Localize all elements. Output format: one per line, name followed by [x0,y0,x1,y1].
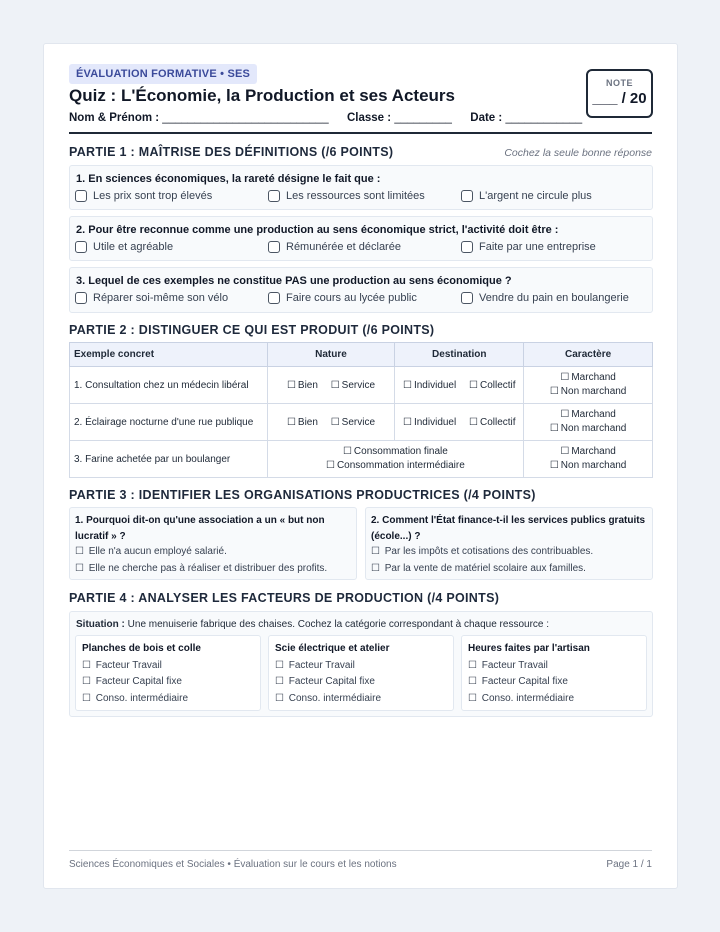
checkbox-icon[interactable]: ☐ [371,546,380,557]
option-label: Facteur Capital fixe [481,676,568,687]
grade-box [586,69,653,118]
option-label: Elle ne cherche pas à réaliser et distribuer des profits. [88,563,328,574]
option-label: Consommation finale [353,446,448,457]
checkbox-option[interactable] [371,563,586,574]
merged-consumption-cell [267,441,524,478]
evaluation-badge: ÉVALUATION FORMATIVE • SES [69,64,257,84]
checkbox-icon[interactable]: ☐ [403,379,412,391]
option-label: Service [341,379,376,391]
checkbox-option[interactable] [75,546,227,557]
option-label: Elle n'a aucun employé salarié. [88,546,227,557]
option-label: Individuel [413,379,457,391]
checkbox-option[interactable] [82,676,182,687]
table-row [70,441,653,478]
checkbox-icon[interactable]: ☐ [275,676,284,687]
checkbox-option[interactable] [371,546,593,557]
option-label: Rémunérée et déclarée [286,241,401,253]
option-label: Marchand [571,372,616,383]
checkbox-option[interactable] [468,660,548,671]
option-label: Facteur Travail [95,660,162,671]
option-2a[interactable] [75,241,173,253]
identity-line [69,112,582,124]
option-1a[interactable] [75,190,212,202]
name-label: Nom & Prénom : [69,112,160,124]
page-number: Page 1 / 1 [606,859,652,870]
checkbox-icon[interactable]: ☐ [75,546,84,557]
checkbox-option[interactable] [468,676,568,687]
checkbox-icon[interactable] [75,241,87,253]
option-label: Non marchand [560,423,627,434]
checkbox-option[interactable] [524,385,652,399]
page-title: Quiz : L'Économie, la Production et ses Acteurs [69,86,455,105]
resource-column [75,635,261,711]
date-field[interactable]: ____________ [505,112,583,124]
checkbox-icon[interactable] [268,292,280,304]
question-text: 2. Comment l'État finance-t-il les services publics gratuits (école...) ? [371,515,646,542]
checkbox-icon[interactable]: ☐ [75,563,84,574]
class-field[interactable]: _________ [394,112,452,124]
option-label: Facteur Capital fixe [288,676,375,687]
checkbox-option[interactable] [268,445,524,459]
checkbox-option[interactable] [524,459,652,473]
production-table [69,342,653,478]
col-header-nature: Nature [267,343,395,367]
table-row [70,404,653,441]
checkbox-icon[interactable]: ☐ [549,423,559,434]
part2-title: PARTIE 2 : DISTINGUER CE QUI EST PRODUIT (/6 POINTS) [69,323,435,337]
checkbox-option[interactable] [331,417,375,428]
checkbox-option[interactable] [275,693,381,704]
option-label: Consommation intermédiaire [336,460,465,471]
checkbox-option[interactable] [524,422,652,436]
col-header-example: Exemple concret [70,343,268,367]
option-3a[interactable] [75,292,228,304]
question-text: 1. Pourquoi dit-on qu'une association a un « but non lucratif » ? [75,515,325,542]
option-label: Individuel [413,416,457,428]
checkbox-option[interactable] [524,445,652,459]
checkbox-icon[interactable]: ☐ [330,379,340,391]
option-label: Les prix sont trop élevés [93,190,213,202]
option-label: Conso. intermédiaire [95,693,189,704]
option-label: Réparer soi-même son vélo [93,292,229,304]
checkbox-option[interactable] [331,380,375,391]
example-cell: 2. Éclairage nocturne d'une rue publique [70,404,268,441]
part1-title: PARTIE 1 : MAÎTRISE DES DÉFINITIONS (/6 POINTS) [69,145,394,159]
option-label: Bien [297,416,318,428]
part4-title: PARTIE 4 : ANALYSER LES FACTEURS DE PRODUCTION (/4 POINTS) [69,591,500,605]
checkbox-option[interactable] [82,660,162,671]
example-cell: 3. Farine achetée par un boulanger [70,441,268,478]
part1-question-2 [69,216,653,261]
checkbox-icon[interactable] [75,292,87,304]
caractere-cell [524,441,653,478]
option-label: Facteur Travail [481,660,548,671]
checkbox-icon[interactable]: ☐ [560,372,570,383]
part3-question-2 [365,507,653,580]
checkbox-icon[interactable]: ☐ [342,446,352,457]
header-divider [69,132,652,134]
option-label: Par les impôts et cotisations des contribuables. [384,546,594,557]
checkbox-icon[interactable]: ☐ [469,379,478,391]
grade-label: NOTE [605,78,633,88]
resource-column [268,635,454,711]
grade-value[interactable]: ___ / 20 [592,90,647,107]
checkbox-option[interactable] [524,408,652,422]
option-label: Collectif [479,379,516,391]
checkbox-option[interactable] [275,676,375,687]
checkbox-icon[interactable]: ☐ [82,693,91,704]
question-text: 2. Pour être reconnue comme une production au sens économique strict, l'activité doit être : [76,224,559,236]
option-label: Conso. intermédiaire [481,693,575,704]
resource-title: Scie électrique et atelier [275,643,390,654]
option-label: Vendre du pain en boulangerie [479,292,629,304]
option-label: Non marchand [560,460,627,471]
checkbox-icon[interactable]: ☐ [82,660,91,671]
nature-cell [267,404,395,441]
part4-box [69,611,653,717]
nature-cell [267,367,395,404]
name-field[interactable]: __________________________ [162,112,329,124]
part1-question-3 [69,267,653,313]
table-row [70,367,653,404]
option-label: Utile et agréable [93,241,174,253]
checkbox-icon[interactable] [461,190,473,202]
checkbox-icon[interactable]: ☐ [286,416,296,428]
option-label: Marchand [571,446,616,457]
checkbox-option[interactable] [287,417,318,428]
example-cell: 1. Consultation chez un médecin libéral [70,367,268,404]
part1-question-1 [69,165,653,210]
checkbox-icon[interactable] [75,190,87,202]
question-text: 1. En sciences économiques, la rareté désigne le fait que : [76,173,381,185]
checkbox-option[interactable] [524,371,652,385]
col-header-caractere: Caractère [524,343,653,367]
checkbox-option[interactable] [468,693,574,704]
resource-title: Planches de bois et colle [82,643,201,654]
option-label: Marchand [571,409,616,420]
checkbox-icon[interactable]: ☐ [468,676,477,687]
checkbox-icon[interactable]: ☐ [275,693,284,704]
checkbox-option[interactable] [287,380,318,391]
checkbox-option[interactable] [403,380,456,391]
checkbox-icon[interactable]: ☐ [549,460,559,471]
checkbox-option[interactable] [75,563,327,574]
checkbox-icon[interactable] [268,241,280,253]
checkbox-option[interactable] [82,693,188,704]
option-label: Conso. intermédiaire [288,693,382,704]
situation-text [76,619,549,630]
checkbox-icon[interactable] [461,292,473,304]
option-2b[interactable] [268,241,401,253]
option-label: Collectif [479,416,516,428]
option-label: Facteur Travail [288,660,355,671]
footer-text: Sciences Économiques et Sociales • Évaluation sur le cours et les notions [69,859,397,870]
checkbox-icon[interactable]: ☐ [560,409,570,420]
worksheet-page [43,43,678,889]
option-label: Les ressources sont limitées [286,190,425,202]
checkbox-icon[interactable]: ☐ [275,660,284,671]
checkbox-icon[interactable]: ☐ [468,660,477,671]
table-header-row [70,343,653,367]
checkbox-icon[interactable]: ☐ [468,693,477,704]
question-text: 3. Lequel de ces exemples ne constitue PAS une production au sens économique ? [76,275,512,287]
resource-column [461,635,647,711]
checkbox-icon[interactable]: ☐ [560,446,570,457]
checkbox-icon[interactable]: ☐ [403,416,412,428]
resource-title: Heures faites par l'artisan [468,643,590,654]
checkbox-icon[interactable]: ☐ [286,379,296,391]
option-3c[interactable] [461,292,629,304]
situation-description: Une menuiserie fabrique des chaises. Cochez la catégorie correspondant à chaque ressource : [127,619,550,630]
part3-question-1 [69,507,357,580]
checkbox-option[interactable] [469,380,516,391]
situation-label: Situation : [76,619,125,630]
checkbox-option[interactable] [403,417,456,428]
caractere-cell [524,367,653,404]
destination-cell [395,367,524,404]
checkbox-icon[interactable]: ☐ [549,386,559,397]
caractere-cell [524,404,653,441]
class-label: Classe : [347,112,392,124]
checkbox-icon[interactable]: ☐ [330,416,340,428]
destination-cell [395,404,524,441]
checkbox-option[interactable] [469,417,516,428]
option-label: Faire cours au lycée public [286,292,417,304]
checkbox-icon[interactable] [461,241,473,253]
option-2c[interactable] [461,241,596,253]
option-label: L'argent ne circule plus [479,190,592,202]
option-label: Par la vente de matériel scolaire aux familles. [384,563,586,574]
checkbox-icon[interactable]: ☐ [82,676,91,687]
checkbox-icon[interactable]: ☐ [469,416,478,428]
part3-title: PARTIE 3 : IDENTIFIER LES ORGANISATIONS PRODUCTRICES (/4 POINTS) [69,488,536,502]
option-label: Non marchand [560,386,627,397]
option-3b[interactable] [268,292,417,304]
part1-hint: Cochez la seule bonne réponse [504,147,652,159]
date-label: Date : [470,112,503,124]
footer-divider [69,850,652,851]
col-header-destination: Destination [395,343,524,367]
option-1c[interactable] [461,190,592,202]
option-label: Facteur Capital fixe [95,676,182,687]
checkbox-icon[interactable]: ☐ [325,460,335,471]
option-label: Service [341,416,376,428]
checkbox-icon[interactable]: ☐ [371,563,380,574]
option-label: Bien [297,379,318,391]
option-1b[interactable] [268,190,425,202]
checkbox-option[interactable] [275,660,355,671]
checkbox-option[interactable] [268,459,524,473]
option-label: Faite par une entreprise [479,241,596,253]
checkbox-icon[interactable] [268,190,280,202]
